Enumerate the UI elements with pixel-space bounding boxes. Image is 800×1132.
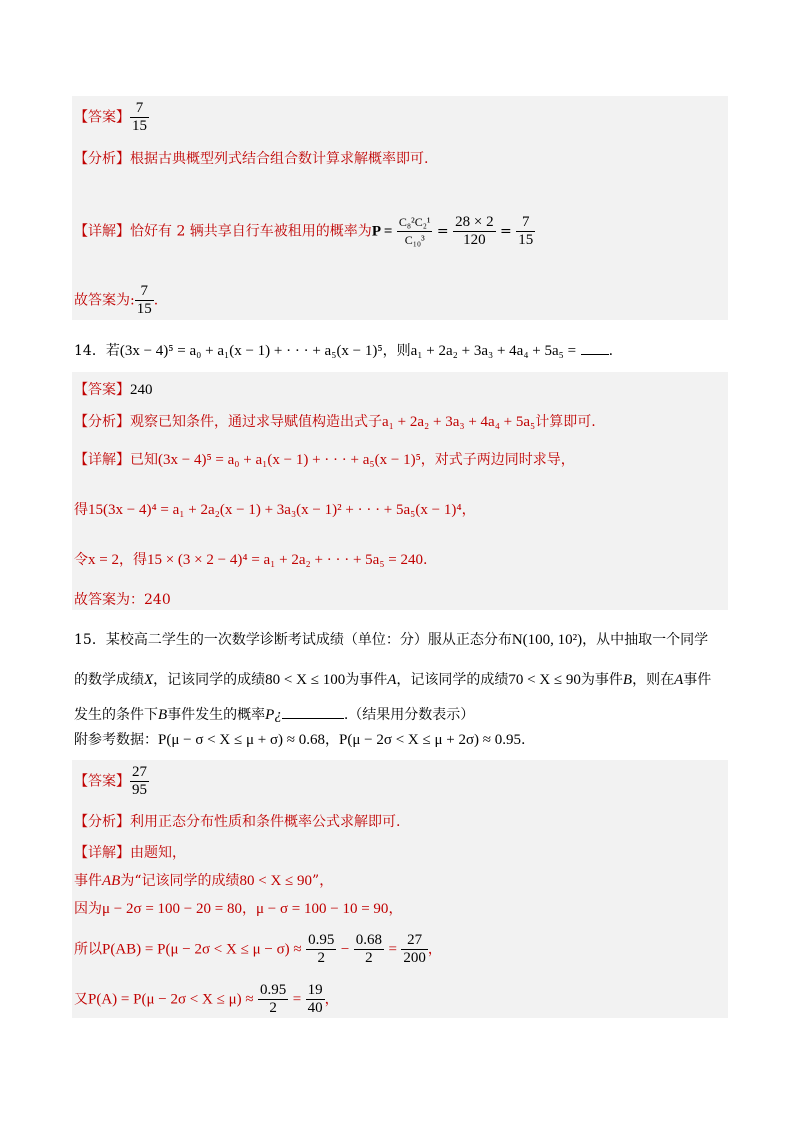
q13-answer-fraction: $\frac{7}{15}$ bbox=[132, 100, 147, 134]
q15-frac-095-b: $\frac{0.95}{2}$ bbox=[260, 982, 287, 1016]
q14-solution-block bbox=[72, 372, 728, 610]
q13-frac-combination: $\frac{\text{C₈²C₂¹}}{\text{C₁₀³}}$ bbox=[398, 215, 431, 247]
q14-detail2-expr: 15(3x − 4)⁴ = a₁ + 2a₂(x − 1) + 3a₃(x − 1)² + · · · + 5a₅(x − 1)⁴ bbox=[88, 502, 462, 518]
q15-detail-line-4: 所以P(AB) = P(μ − 2σ < X ≤ μ − σ) ≈ $\frac{0.95}{2}$ − $\frac{0.68}{2}$ = $\frac{27}{200}$ ， bbox=[74, 932, 442, 966]
detail-label: 【详解】 bbox=[74, 845, 130, 861]
q14-detail-line-2: 得15(3x − 4)⁴ = a₁ + 2a₂(x − 1) + 3a₃(x − 1)² + · · · + 5a₅(x − 1)⁴， bbox=[74, 502, 476, 518]
q15-answer-fraction: $\frac{27}{95}$ bbox=[132, 764, 147, 798]
q13-detail-text: 恰好有 2 辆共享自行车被租用的概率为 bbox=[130, 223, 372, 240]
q14-detail-line-1: 【详解】已知(3x − 4)⁵ = a₀ + a₁(x − 1) + · · · + a₅(x − 1)⁵，对式子两边同时求导， bbox=[74, 452, 575, 468]
analysis-label: 【分析】 bbox=[74, 414, 130, 430]
detail-label: 【详解】 bbox=[74, 452, 130, 468]
q13-solution-block bbox=[72, 96, 728, 320]
q14-stem: 14．若(3x − 4)⁵ = a₀ + a₁(x − 1) + · · · + a₅(x − 1)⁵，则a₁ + 2a₂ + 3a₃ + 4a₄ + 5a₅ = . bbox=[74, 340, 613, 361]
q13-detail-p: P = bbox=[371, 223, 393, 240]
answer-label: 【答案】 bbox=[74, 109, 130, 126]
q13-conclusion-fraction: $\frac{7}{15}$ bbox=[136, 283, 152, 317]
q15-detail-line-3: 因为μ − 2σ = 100 − 20 = 80，μ − σ = 100 − 10 = 90， bbox=[74, 901, 403, 917]
q14-answer-line bbox=[74, 380, 153, 400]
q14-answer-value: 240 bbox=[130, 382, 153, 398]
q15-frac-27-200: $\frac{27}{200}$ bbox=[403, 932, 426, 966]
q15-answer-blank[interactable] bbox=[282, 704, 344, 719]
q15-stem-line-3: 发生的条件下B事件发生的概率P¿ .（结果用分数表示） bbox=[74, 704, 474, 725]
q14-conclusion-line: 故答案为：240 bbox=[74, 592, 171, 608]
q15-detail-line-1: 【详解】由题知， bbox=[74, 845, 186, 861]
q14-stem-target: a₁ + 2a₂ + 3a₃ + 4a₄ + 5a₅ = bbox=[410, 343, 577, 359]
q15-analysis-line: 【分析】利用正态分布性质和条件概率公式求解即可. bbox=[74, 814, 401, 830]
q13-frac-numbers: $\frac{28 \times 2}{120}$ bbox=[455, 214, 494, 248]
q14-detail-line-3: 令x = 2，得15 × (3 × 2 − 4)⁴ = a₁ + 2a₂ + · · · + 5a₅ = 240. bbox=[74, 552, 428, 568]
q13-analysis-line bbox=[74, 149, 428, 169]
q15-frac-095: $\frac{0.95}{2}$ bbox=[308, 932, 335, 966]
q15-detail-line-2: 事件AB为“记该同学的成绩80 < X ≤ 90”， bbox=[74, 873, 334, 889]
analysis-label: 【分析】 bbox=[74, 151, 130, 167]
q13-answer-line bbox=[74, 100, 149, 135]
q15-frac-19-40: $\frac{19}{40}$ bbox=[307, 982, 323, 1016]
q13-analysis-text: 根据古典概型列式结合组合数计算求解概率即可. bbox=[130, 151, 429, 167]
q14-analysis-line: 【分析】观察已知条件，通过求导赋值构造出式子a₁ + 2a₂ + 3a₃ + 4a₄ + 5a₅计算即可. bbox=[74, 414, 596, 430]
q13-conclusion-line: 故答案为: $\frac{7}{15}$ . bbox=[74, 283, 159, 317]
q15-detail-line-5: 又P(A) = P(μ − 2σ < X ≤ μ) ≈ $\frac{0.95}{2}$ = $\frac{19}{40}$ ， bbox=[74, 982, 339, 1016]
q15-stem-line-2: 的数学成绩X，记该同学的成绩80 < X ≤ 100为事件A，记该同学的成绩70 < X ≤ 90为事件B，则在A事件 bbox=[74, 672, 712, 688]
q14-detail3-expr: 15 × (3 × 2 − 4)⁴ = a₁ + 2a₂ + · · · + 5a₅ = 240 bbox=[146, 552, 424, 568]
q13-frac-result: $\frac{7}{15}$ bbox=[518, 214, 534, 248]
answer-label: 【答案】 bbox=[74, 773, 130, 790]
q15-answer-line bbox=[74, 764, 149, 799]
detail-label: 【详解】 bbox=[74, 223, 130, 240]
q15-frac-068: $\frac{0.68}{2}$ bbox=[355, 932, 382, 966]
q15-stem-line-1: 15．某校高二学生的一次数学诊断考试成绩（单位：分）服从正态分布N(100, 10²)，从中抽取一个同学 bbox=[74, 632, 709, 648]
q13-detail-line: 【详解】恰好有 2 辆共享自行车被租用的概率为P = $\frac{\text{C₈²C₂¹}}{\text{C₁₀³}}$ = $\frac{28 \times 2}{120}$ = $\frac{7}{15}$ bbox=[74, 214, 534, 248]
q15-reference-data: 附参考数据：P(μ − σ < X ≤ μ + σ) ≈ 0.68，P(μ − 2σ < X ≤ μ + 2σ) ≈ 0.95. bbox=[74, 732, 526, 748]
q14-detail1-expr: (3x − 4)⁵ = a₀ + a₁(x − 1) + · · · + a₅(x − 1)⁵ bbox=[158, 452, 421, 468]
q15-normal-dist: N(100, 10²) bbox=[511, 632, 583, 648]
analysis-label: 【分析】 bbox=[74, 814, 130, 830]
q14-answer-blank[interactable] bbox=[581, 340, 609, 355]
answer-label: 【答案】 bbox=[74, 382, 130, 398]
q14-analysis-expr: a₁ + 2a₂ + 3a₃ + 4a₄ + 5a₅ bbox=[382, 414, 536, 430]
q14-stem-expr: (3x − 4)⁵ = a₀ + a₁(x − 1) + · · · + a₅(x − 1)⁵ bbox=[119, 343, 383, 359]
